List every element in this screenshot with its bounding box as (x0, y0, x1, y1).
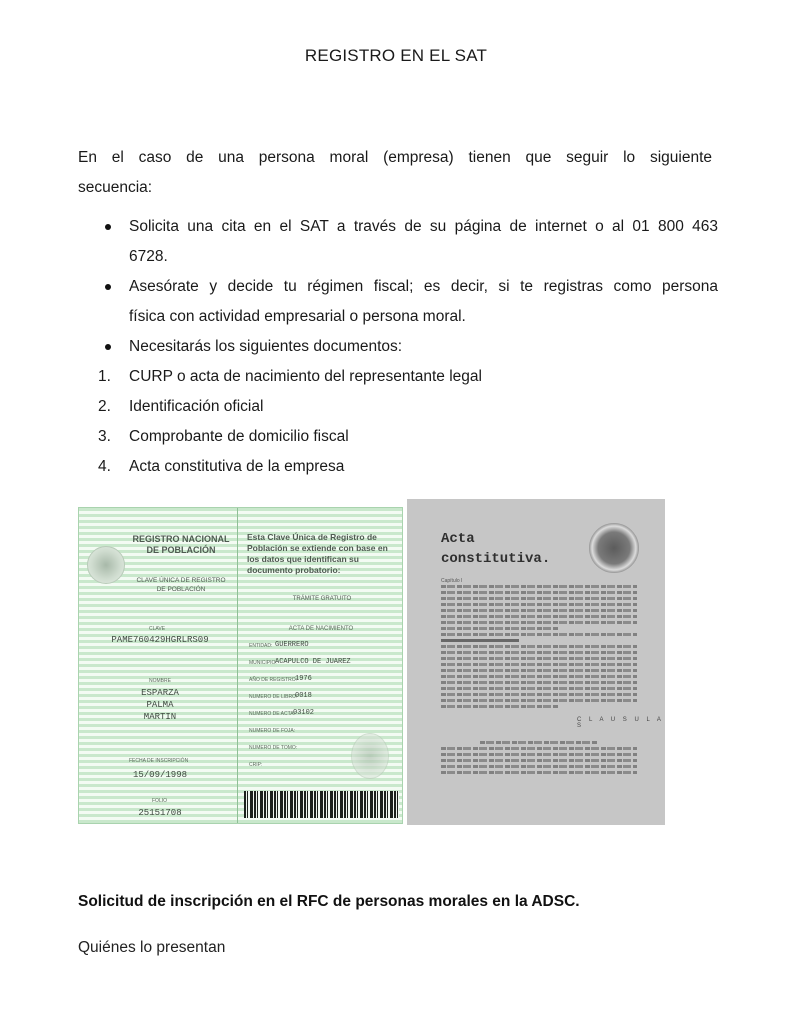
list-number: 3. (98, 428, 111, 445)
bullet-item: Solicita una cita en el SAT a través de su página de internet o al 01 800 463 6728. (78, 212, 718, 272)
bullet-item: Necesitarás los siguientes documentos: (78, 332, 718, 362)
barcode-icon (244, 791, 399, 818)
list-number: 1. (98, 368, 111, 385)
numbered-item: 2. Identificación oficial (78, 392, 718, 422)
document-title: REGISTRO EN EL SAT (304, 46, 488, 65)
intro-line-1: En el caso de una persona moral (empresa) tienen que seguir lo siguiente (78, 149, 712, 166)
curp-document-image: REGISTRO NACIONAL DE POBLACIÓN CLAVE ÚNICA DE REGISTRO DE POBLACIÓN Esta Clave Única de Registro de Población se extiende con base en los datos que identifican su documento probatorio: TRÁMITE GRATUITO CLAVE PAME760429HGRLRS09 NOMBRE ESPARZA PALMA MARTIN FECHA DE INSCRIPCIÓN 15/09/1998 FOLIO 25151708 ACTA DE NACIMIENTO ENTIDAD: GUERRERO MUNICIPIO: ACAPULCO DE JUAREZ AÑO DE REGISTRO: 1976 NUMERO DE LIBRO: 0018 NUMERO DE ACTA: 03102 NUMERO DE FOJA: NUMERO DE TOMO: CRIP: (78, 507, 403, 824)
numbered-item: 3. Comprobante de domicilio fiscal (78, 422, 718, 452)
acta-constitutiva-image: Acta constitutiva. Capítulo I C L A U S U L A S (407, 499, 665, 825)
numbered-item: 1. CURP o acta de nacimiento del representante legal (78, 362, 718, 392)
section-heading: Solicitud de inscripción en el RFC de personas morales en la ADSC. (78, 893, 580, 910)
section-subheading: Quiénes lo presentan (78, 939, 226, 956)
national-seal-icon (87, 546, 125, 584)
intro-paragraph (78, 143, 712, 203)
bullet-icon (105, 344, 111, 350)
document-body-text (441, 585, 637, 711)
list-number: 2. (98, 398, 111, 415)
intro-line-2: secuencia: (78, 179, 153, 196)
card-divider (237, 508, 238, 823)
watermark-seal-icon (351, 733, 389, 779)
bullet-icon (105, 284, 111, 290)
bullet-icon (105, 224, 111, 230)
bullet-item: Asesórate y decide tu régimen fiscal; es decir, si te registras como persona física con actividad empresarial o persona moral. (78, 272, 718, 332)
national-emblem-icon (589, 523, 639, 573)
bullet-list (78, 212, 718, 482)
list-number: 4. (98, 458, 111, 475)
numbered-item: 4. Acta constitutiva de la empresa (78, 452, 718, 482)
